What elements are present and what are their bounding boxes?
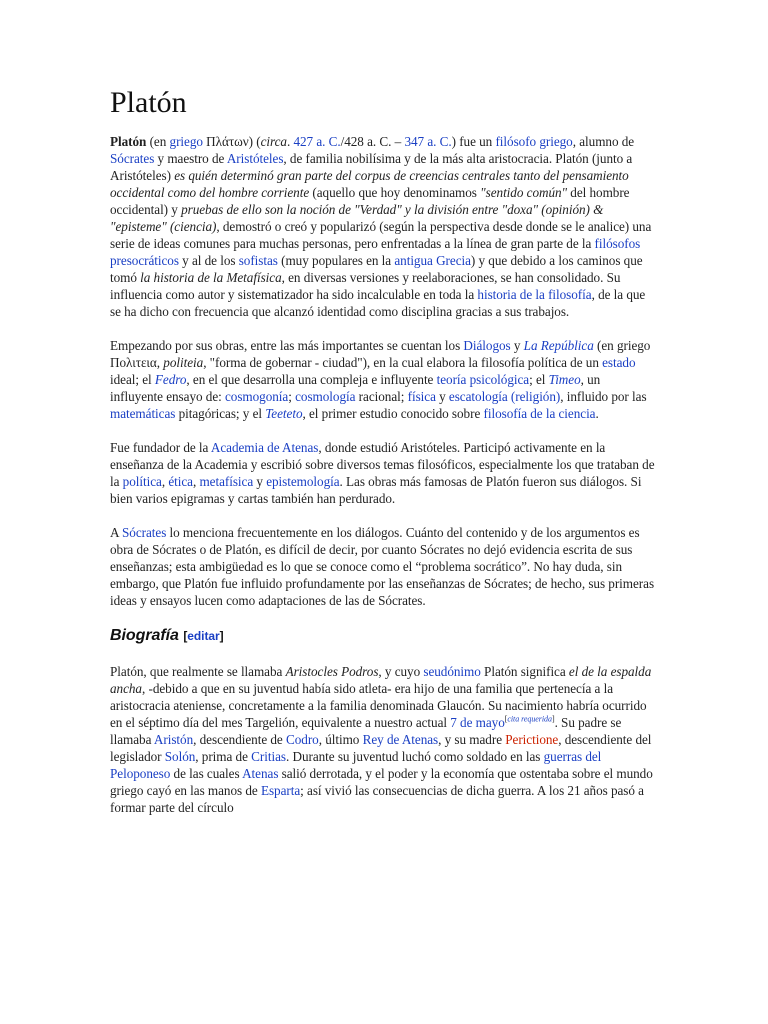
text-run: . [286, 134, 294, 149]
text-run: , último [318, 732, 363, 747]
bold-term: Platón [110, 134, 147, 149]
text-run: , [161, 474, 169, 489]
wiki-link[interactable]: 427 a. C. [293, 134, 341, 149]
text-run: , prima de [195, 749, 252, 764]
wiki-link[interactable]: Atenas [242, 766, 279, 781]
wiki-link[interactable]: Teeteto [265, 406, 303, 421]
paragraph [110, 439, 655, 507]
text-run: , donde estudió Aristóteles. Participó activamente en la enseñanza de la Academia y escribió sobre diversos temas filosóficos, especialmente los que trataban de la [110, 440, 655, 489]
intro-section [110, 133, 655, 609]
text-run: lo menciona frecuentemente en los diálogos. Cuánto del contenido y de los argumentos es obra de Sócrates o de Platón, es difícil de decir, por cuanto Sócrates no dejó evidencia escrita de sus enseñanzas; esta ambigüedad es lo que se conoce como el “problema socrático”. No hay duda, sin embargo, que Platón fue influido profundamente por las enseñanzas de Sócrates; de hecho, sus primeras ideas y ensayos lucen como adaptaciones de las de Sócrates. [110, 525, 655, 608]
wiki-link[interactable]: política [122, 474, 162, 489]
text-run: salió derrotada, y el poder y la economía que ostentaba sobre el mundo griego cayó en las manos de [110, 766, 653, 798]
wiki-link[interactable]: filosofía de la ciencia [483, 406, 596, 421]
citation-needed-link[interactable]: cita requerida [507, 714, 552, 724]
text-run: , el primer estudio conocido sobre [302, 406, 484, 421]
text-run: Empezando por sus obras, entre las más importantes se cuentan los [110, 338, 464, 353]
wiki-link[interactable]: física [407, 389, 436, 404]
text-run: , descendiente de [193, 732, 286, 747]
wiki-link[interactable]: Fedro [154, 372, 187, 387]
text-run: (aquello que hoy denominamos [309, 185, 481, 200]
wiki-link[interactable]: seudónimo [423, 664, 481, 679]
text-run: Platón, que realmente se llamaba [110, 664, 286, 679]
wiki-link[interactable]: Aristóteles [226, 151, 284, 166]
citation-needed [505, 715, 555, 724]
wiki-link[interactable]: cosmogonía [225, 389, 289, 404]
text-run: Platón significa [480, 664, 569, 679]
text-run: , [192, 474, 200, 489]
italic-text: circa [260, 134, 287, 149]
wiki-link[interactable]: Rey de Atenas [362, 732, 439, 747]
wiki-link[interactable]: estado [602, 355, 636, 370]
text-run: ; [288, 389, 296, 404]
edit-bracket-close: ] [219, 629, 224, 643]
text-run: ; así vivió las consecuencias de dicha guerra. A los 21 años pasó a formar parte del círculo [110, 783, 644, 815]
text-run: , descendiente del legislador [110, 732, 652, 764]
text-run: , un influyente ensayo de: [110, 372, 601, 404]
italic-text: es quién determinó gran parte del corpus de creencias centrales tanto del pensamiento occidental como del hombre corriente [110, 168, 629, 200]
text-run: y [253, 474, 267, 489]
wiki-link[interactable]: guerras del Peloponeso [110, 749, 602, 781]
wiki-link[interactable]: sofistas [238, 253, 278, 268]
text-run: , en el que desarrolla una compleja e influyente [186, 372, 437, 387]
italic-text: Aristocles Podros [285, 664, 379, 679]
paragraph [110, 663, 655, 816]
text-run: y [510, 338, 524, 353]
italic-text: politeia [163, 355, 204, 370]
paragraph [110, 337, 655, 422]
italic-text: el de la espalda ancha [110, 664, 652, 696]
text-run: /428 a. C. – [340, 134, 405, 149]
section-heading-text: Biografía [110, 627, 179, 644]
italic-text: "sentido común" [480, 185, 568, 200]
text-run: (en [146, 134, 170, 149]
wiki-link[interactable]: La República [523, 338, 594, 353]
italic-text: la historia de la Metafísica [140, 270, 282, 285]
wiki-link[interactable]: Esparta [260, 783, 301, 798]
text-run: y maestro de [154, 151, 227, 166]
text-run: A [110, 525, 122, 540]
edit-bracket-open: [ [183, 629, 188, 643]
wiki-link[interactable]: Diálogos [463, 338, 511, 353]
text-run: pitagóricas; y el [175, 406, 266, 421]
wiki-link[interactable]: escatología (religión) [448, 389, 561, 404]
wiki-link[interactable]: Sócrates [110, 151, 155, 166]
text-run: . [595, 406, 599, 421]
wiki-link[interactable]: filósofo griego [495, 134, 573, 149]
text-run: ideal; el [110, 372, 155, 387]
italic-link-wrapper [155, 372, 187, 387]
text-run: , y cuyo [378, 664, 424, 679]
wiki-link[interactable]: Solón [164, 749, 196, 764]
text-run: , de la que se ha dicho con frecuencia que alcanzó identidad como disciplina gracias a sus trabajos. [110, 287, 646, 319]
missing-article-link[interactable]: Perictione [505, 732, 559, 747]
text-run: . Su padre se llamaba [110, 715, 622, 747]
page-title: Platón [110, 86, 187, 119]
wiki-link[interactable]: filósofos presocráticos [110, 236, 641, 268]
section-heading-biografia [110, 626, 655, 646]
wiki-link[interactable]: 347 a. C. [404, 134, 452, 149]
wiki-link[interactable]: Critias [251, 749, 286, 764]
italic-link-wrapper [549, 372, 581, 387]
text-run: (muy populares en la [277, 253, 395, 268]
paragraph [110, 133, 655, 320]
wiki-link[interactable]: matemáticas [110, 406, 176, 421]
wiki-link[interactable]: cosmología [295, 389, 356, 404]
wiki-link[interactable]: teoría psicológica [436, 372, 530, 387]
wiki-link[interactable]: 7 de mayo [450, 715, 505, 730]
edit-section-link[interactable]: editar [187, 629, 220, 643]
edit-section-link-wrapper [183, 629, 223, 643]
citation-bracket-open: [ [504, 714, 508, 724]
text-run: , influido por las [560, 389, 647, 404]
paragraph [110, 524, 655, 609]
wiki-link[interactable]: metafísica [199, 474, 254, 489]
text-run: , de familia nobilísima y de la más alta aristocracia. Platón (junto a Aristóteles) [110, 151, 633, 183]
wiki-link[interactable]: epistemología [266, 474, 340, 489]
italic-link-wrapper [265, 406, 302, 421]
wiki-link[interactable]: Academia de Atenas [210, 440, 319, 455]
text-run: , alumno de [572, 134, 635, 149]
wiki-link[interactable]: Codro [285, 732, 319, 747]
article-body [110, 133, 655, 833]
text-run: . Las obras más famosas de Platón fueron sus diálogos. Si bien varios epigramas y cartas también han perdurado. [110, 474, 642, 506]
wiki-link[interactable]: griego [169, 134, 203, 149]
italic-text: pruebas de ello son la noción de "Verdad" y la división entre "doxa" (opinión) & "episteme" (ciencia) [110, 202, 604, 234]
biography-section [110, 663, 655, 816]
citation-bracket-close: ] [551, 714, 555, 724]
text-run: , demostró o creó y popularizó (según la perspectiva desde donde se le analice) una serie de ideas comunes para muchas personas, pero enfrentadas a la línea de gran parte de la [110, 219, 652, 251]
text-run: , "forma de gobernar - ciudad"), en la cual elabora la filosofía política de un [203, 355, 603, 370]
text-run: . Durante su juventud luchó como soldado en las [285, 749, 544, 764]
italic-link-wrapper [524, 338, 594, 353]
text-run: , -debido a que en su juventud había sido atleta- era hijo de una familia que pertenecía a la aristocracia ateniense, concretamente a la familia denominada Glaucón. Su nacimiento habría ocurrido en el séptimo día del mes Targelión, equivalente a nuestro actual [110, 681, 647, 730]
text-run: , y su madre [438, 732, 506, 747]
wiki-link[interactable]: Aristón [153, 732, 194, 747]
text-run: y al de los [178, 253, 239, 268]
text-run: Πλάτων) ( [202, 134, 261, 149]
text-run: (en griego Πολιτεια, [110, 338, 651, 370]
text-run: Fue fundador de la [110, 440, 211, 455]
text-run: de las cuales [170, 766, 243, 781]
wiki-link[interactable]: Timeo [548, 372, 581, 387]
text-run: racional; [355, 389, 408, 404]
text-run: ; el [529, 372, 549, 387]
text-run: y [435, 389, 449, 404]
text-run: ) y que debido a los caminos que tomó [110, 253, 643, 285]
wiki-link[interactable]: historia de la filosofía [477, 287, 592, 302]
wiki-link[interactable]: Sócrates [122, 525, 167, 540]
text-run: del hombre occidental) y [110, 185, 630, 217]
wiki-link[interactable]: antigua Grecia [394, 253, 471, 268]
text-run: , en diversas versiones y reelaboraciones, se han consolidado. Su influencia como autor y sistematizador ha sido incalculable en toda la [110, 270, 621, 302]
wiki-link[interactable]: ética [168, 474, 193, 489]
text-run: ) fue un [451, 134, 496, 149]
